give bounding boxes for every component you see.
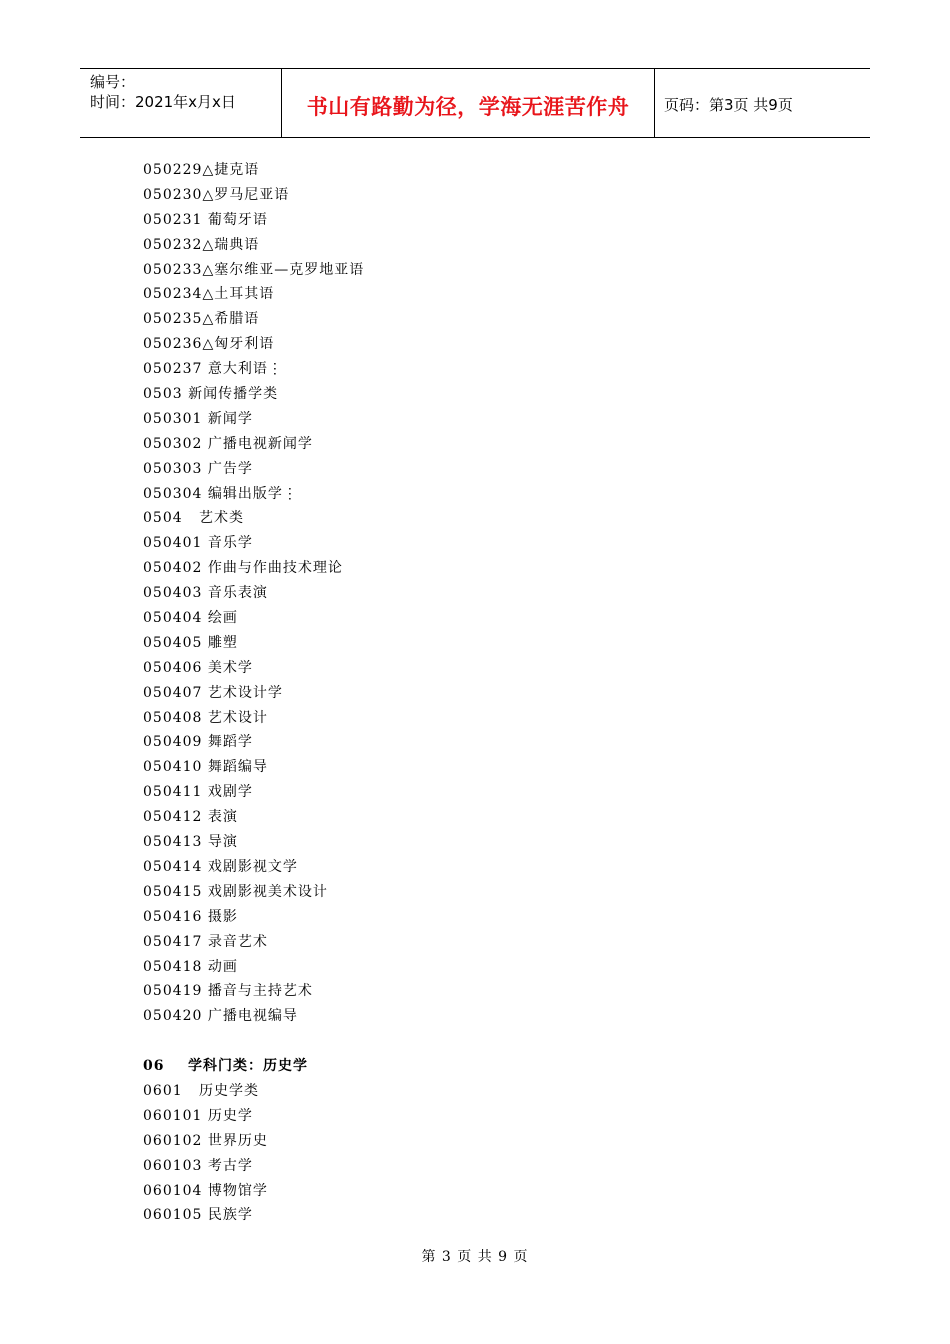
section-heading: 06 学科门类：历史学: [143, 1058, 308, 1075]
discipline-entry: 060101 历史学: [143, 1107, 253, 1124]
header-page-info: 页码：第3页 共9页: [664, 96, 793, 114]
document-body: [143, 158, 793, 1228]
discipline-entry: 050236△匈牙利语: [143, 336, 275, 353]
discipline-entry: 050235△希腊语: [143, 311, 260, 328]
discipline-list-history: [143, 1079, 793, 1228]
discipline-entry: 050229△捷克语: [143, 162, 260, 178]
header-motto-cell: [282, 69, 655, 137]
page-footer: 第 3 页 共 9 页: [421, 1249, 529, 1265]
discipline-entry: 050230△罗马尼亚语: [143, 186, 290, 203]
discipline-entry: 050403 音乐表演: [143, 585, 268, 602]
discipline-entry: 0504 艺术类: [143, 510, 244, 527]
discipline-entry: 050304 编辑出版学⋮: [143, 485, 298, 502]
discipline-entry: 050420 广播电视编导: [143, 1008, 298, 1025]
discipline-entry: 050237 意大利语⋮: [143, 361, 283, 378]
discipline-entry: 050413 导演: [143, 834, 238, 851]
discipline-entry: 050417 录音艺术: [143, 933, 268, 950]
discipline-entry: 050233△塞尔维亚—克罗地亚语: [143, 261, 365, 278]
discipline-entry: 050402 作曲与作曲技术理论: [143, 560, 343, 577]
discipline-entry: 050408 艺术设计: [143, 709, 268, 726]
discipline-entry: 050303 广告学: [143, 460, 253, 477]
discipline-entry: 060102 世界历史: [143, 1132, 268, 1149]
header-page-cell: [655, 69, 870, 137]
document-time-label: 时间：2021年x月x日: [90, 93, 236, 111]
discipline-entry: 050419 播音与主持艺术: [143, 983, 313, 1000]
header-meta-cell: [80, 69, 282, 137]
discipline-entry: 050301 新闻学: [143, 410, 253, 427]
discipline-entry: 050232△瑞典语: [143, 236, 260, 253]
document-number-label: 编号：: [90, 73, 136, 91]
discipline-entry: 050407 艺术设计学: [143, 684, 283, 701]
discipline-entry: 050416 摄影: [143, 908, 238, 925]
discipline-entry: 050415 戏剧影视美术设计: [143, 883, 328, 900]
discipline-list-arts: [143, 158, 793, 1029]
page-header: [80, 68, 870, 138]
discipline-entry: 050404 绘画: [143, 610, 238, 627]
discipline-entry: 060104 博物馆学: [143, 1182, 268, 1199]
discipline-entry: 050234△土耳其语: [143, 286, 275, 303]
discipline-entry: 0503 新闻传播学类: [143, 386, 279, 403]
discipline-entry: 050412 表演: [143, 809, 238, 826]
discipline-entry: 0601 历史学类: [143, 1082, 259, 1099]
discipline-entry: 050406 美术学: [143, 659, 253, 676]
discipline-entry: 050302 广播电视新闻学: [143, 435, 313, 452]
discipline-entry: 050414 戏剧影视文学: [143, 858, 298, 875]
discipline-entry: 060105 民族学: [143, 1207, 253, 1224]
discipline-entry: 050418 动画: [143, 958, 238, 975]
discipline-entry: 050410 舞蹈编导: [143, 759, 268, 776]
discipline-entry: 050409 舞蹈学: [143, 734, 253, 751]
discipline-entry: 050231 葡萄牙语: [143, 211, 268, 228]
discipline-entry: 050405 雕塑: [143, 634, 238, 651]
discipline-entry: 060103 考古学: [143, 1157, 253, 1174]
discipline-entry: 050411 戏剧学: [143, 784, 253, 801]
discipline-entry: 050401 音乐学: [143, 535, 253, 552]
header-motto: 书山有路勤为径，学海无涯苦作舟: [306, 95, 630, 119]
section-spacer: [143, 1029, 793, 1054]
